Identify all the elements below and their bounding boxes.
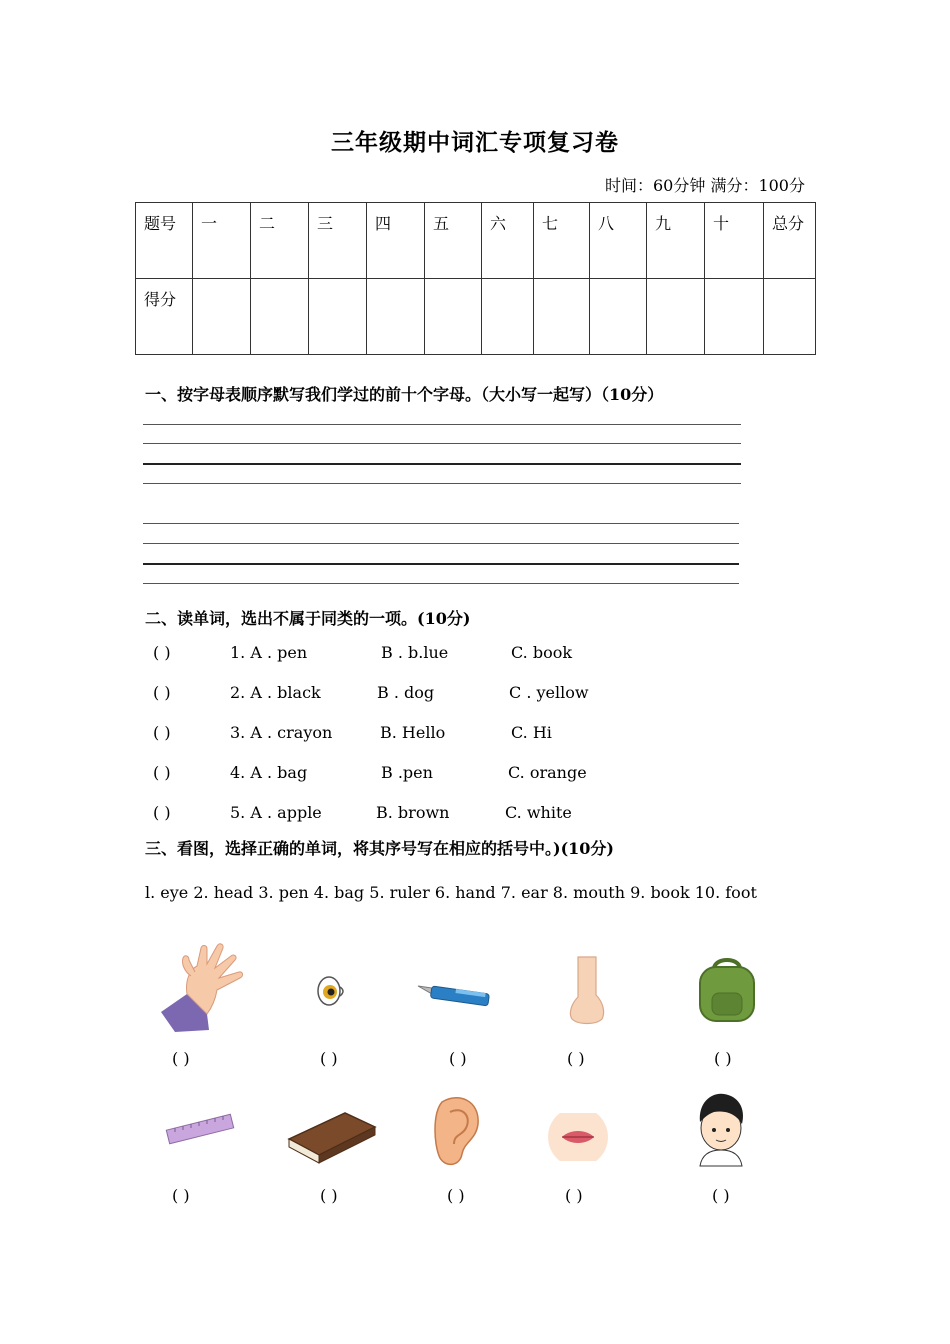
section3-heading: 三、看图，选择正确的单词，将其序号写在相应的括号中。)(10分) bbox=[145, 839, 614, 858]
section2-heading: 二、读单词，选出不属于同类的一项。(10分) bbox=[145, 609, 471, 628]
time-info: 时间：60分钟 满分：100分 bbox=[605, 176, 805, 195]
score-header-cell: 三 bbox=[309, 203, 367, 279]
picture-answer-blank[interactable]: ( ) bbox=[320, 1049, 338, 1068]
answer-paren[interactable]: ( ) bbox=[153, 763, 171, 782]
score-input-cell[interactable] bbox=[590, 279, 647, 355]
score-input-cell[interactable] bbox=[309, 279, 367, 355]
book-picture bbox=[285, 1105, 380, 1165]
pen-picture bbox=[416, 976, 496, 1010]
writing-line bbox=[143, 583, 739, 584]
option-c: C. book bbox=[511, 643, 573, 662]
section1-heading: 一、按字母表顺序默写我们学过的前十个字母。（大小写一起写）（10分） bbox=[145, 385, 664, 404]
score-header-cell: 二 bbox=[251, 203, 309, 279]
writing-line bbox=[143, 563, 739, 565]
option-a: 2. A . black bbox=[230, 683, 321, 702]
option-b: B .pen bbox=[381, 763, 433, 782]
option-b: B . dog bbox=[377, 683, 435, 702]
score-header-cell: 六 bbox=[482, 203, 534, 279]
score-input-cell[interactable] bbox=[251, 279, 309, 355]
score-header-cell: 五 bbox=[425, 203, 482, 279]
score-input-cell[interactable] bbox=[425, 279, 482, 355]
score-header-cell: 七 bbox=[534, 203, 590, 279]
score-input-cell[interactable] bbox=[647, 279, 705, 355]
ear-picture bbox=[428, 1094, 484, 1170]
eye-picture bbox=[312, 970, 350, 1012]
option-b: B . b.lue bbox=[381, 643, 449, 662]
option-a: 4. A . bag bbox=[230, 763, 308, 782]
page-title: 三年级期中词汇专项复习卷 bbox=[331, 129, 619, 156]
word-list: l. eye 2. head 3. pen 4. bag 5. ruler 6. hand 7. ear 8. mouth 9. book 10. foot bbox=[145, 883, 757, 902]
picture-answer-blank[interactable]: ( ) bbox=[447, 1186, 465, 1205]
score-input-cell[interactable] bbox=[482, 279, 534, 355]
score-input-cell[interactable] bbox=[764, 279, 816, 355]
answer-paren[interactable]: ( ) bbox=[153, 803, 171, 822]
option-a: 5. A . apple bbox=[230, 803, 322, 822]
score-header-cell: 题号 bbox=[136, 203, 193, 279]
mouth-picture bbox=[546, 1113, 610, 1161]
option-c: C. Hi bbox=[511, 723, 552, 742]
hand-picture bbox=[155, 942, 250, 1037]
writing-line bbox=[143, 443, 741, 444]
option-c: C. white bbox=[505, 803, 572, 822]
score-row-label: 得分 bbox=[136, 279, 193, 355]
answer-paren[interactable]: ( ) bbox=[153, 723, 171, 742]
writing-line bbox=[143, 523, 739, 524]
writing-line bbox=[143, 543, 739, 544]
answer-paren[interactable]: ( ) bbox=[153, 643, 171, 662]
score-header-cell: 一 bbox=[193, 203, 251, 279]
score-header-cell: 九 bbox=[647, 203, 705, 279]
option-c: C. orange bbox=[508, 763, 587, 782]
foot-picture bbox=[562, 955, 612, 1027]
score-input-cell[interactable] bbox=[705, 279, 764, 355]
score-header-cell: 十 bbox=[705, 203, 764, 279]
option-a: 3. A . crayon bbox=[230, 723, 333, 742]
score-input-cell[interactable] bbox=[534, 279, 590, 355]
bag-picture bbox=[692, 955, 762, 1025]
ruler-picture bbox=[163, 1110, 237, 1150]
picture-answer-blank[interactable]: ( ) bbox=[449, 1049, 467, 1068]
writing-line bbox=[143, 483, 741, 484]
picture-answer-blank[interactable]: ( ) bbox=[567, 1049, 585, 1068]
writing-line bbox=[143, 424, 741, 425]
option-c: C . yellow bbox=[509, 683, 589, 702]
option-b: B. Hello bbox=[380, 723, 446, 742]
writing-line bbox=[143, 463, 741, 465]
score-header-cell: 八 bbox=[590, 203, 647, 279]
score-input-cell[interactable] bbox=[367, 279, 425, 355]
picture-answer-blank[interactable]: ( ) bbox=[565, 1186, 583, 1205]
head-picture bbox=[690, 1090, 752, 1170]
picture-answer-blank[interactable]: ( ) bbox=[320, 1186, 338, 1205]
picture-answer-blank[interactable]: ( ) bbox=[172, 1049, 190, 1068]
answer-paren[interactable]: ( ) bbox=[153, 683, 171, 702]
picture-answer-blank[interactable]: ( ) bbox=[172, 1186, 190, 1205]
score-input-cell[interactable] bbox=[193, 279, 251, 355]
score-table bbox=[135, 202, 816, 355]
score-header-cell: 四 bbox=[367, 203, 425, 279]
score-header-cell: 总分 bbox=[764, 203, 816, 279]
option-b: B. brown bbox=[376, 803, 450, 822]
option-a: 1. A . pen bbox=[230, 643, 308, 662]
picture-answer-blank[interactable]: ( ) bbox=[714, 1049, 732, 1068]
picture-answer-blank[interactable]: ( ) bbox=[712, 1186, 730, 1205]
